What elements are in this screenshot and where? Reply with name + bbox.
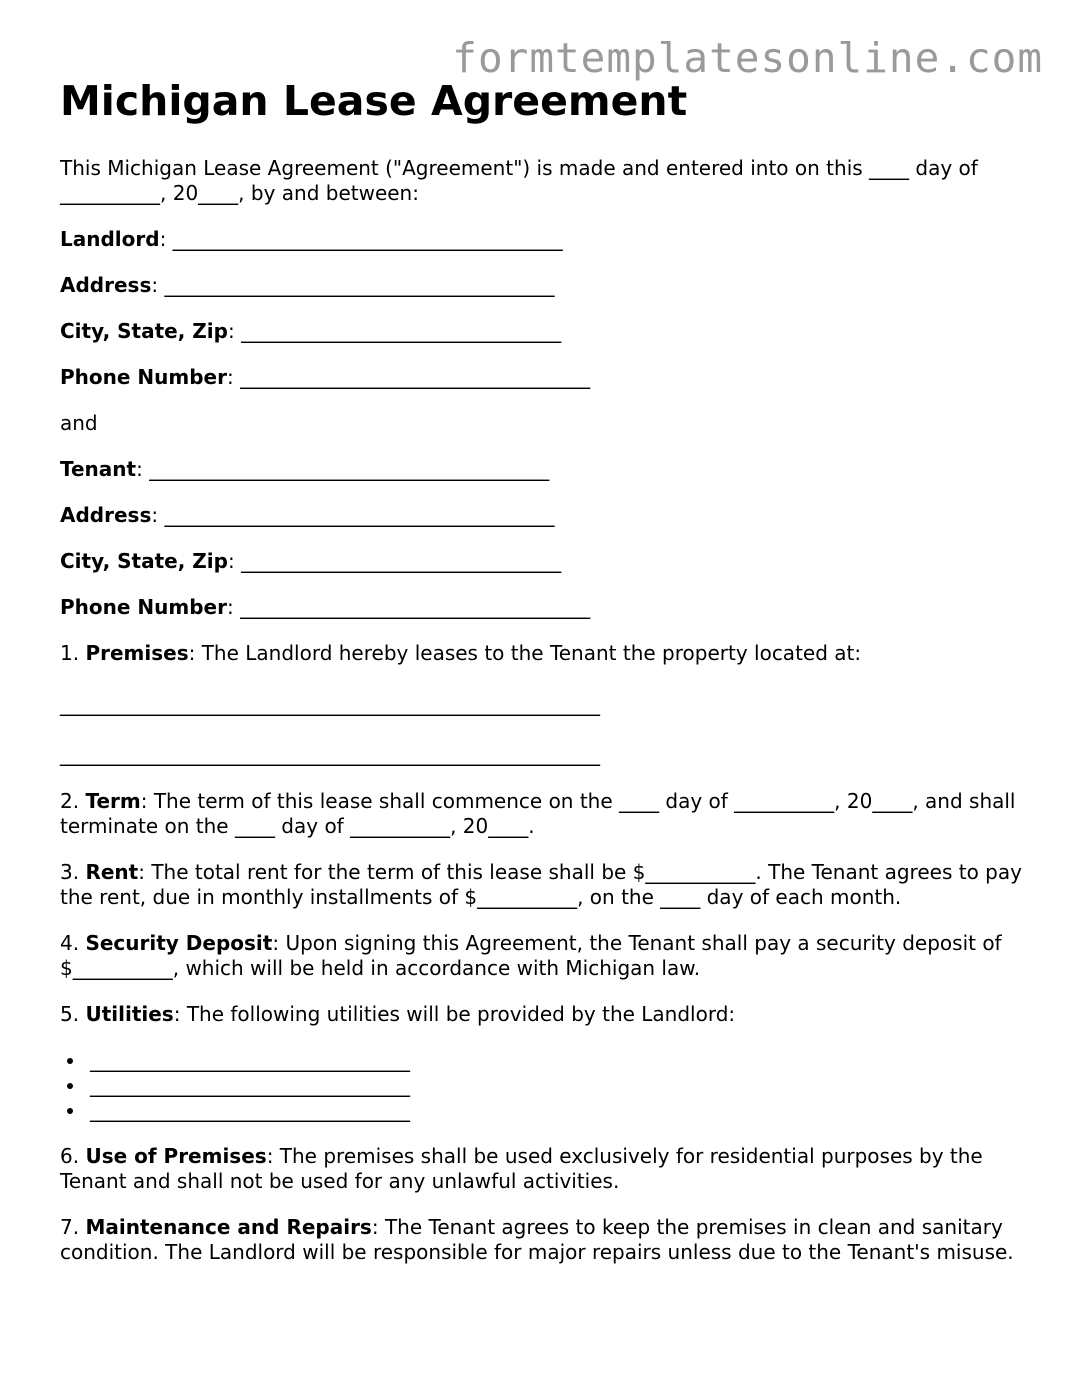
utility-item: • ________________________________	[86, 1098, 1030, 1123]
section-heading: Premises	[85, 641, 189, 665]
field-label: Phone Number	[60, 365, 227, 389]
section-security-deposit	[60, 931, 1030, 981]
field-blank: : ___________________________________	[226, 365, 591, 389]
section-number: 1.	[60, 641, 86, 665]
section-text: : The premises shall be used exclusively for residential purposes by the Tenant and shall not be used for any unlawful activities.	[60, 1144, 983, 1193]
tenant-phone-field	[60, 595, 1030, 620]
tenant-city-state-zip-field	[60, 549, 1030, 574]
section-heading: Utilities	[85, 1002, 174, 1026]
field-blank: : _______________________________________	[151, 503, 555, 527]
section-maintenance-repairs	[60, 1215, 1030, 1265]
section-text: : The following utilities will be provided by the Landlord:	[173, 1002, 736, 1026]
field-blank: : ________________________________________	[136, 457, 550, 481]
watermark: formtemplatesonline.com	[452, 34, 1043, 82]
section-term	[60, 789, 1030, 839]
section-heading: Term	[85, 789, 141, 813]
premises-address-line: ______________________________________________________	[60, 742, 600, 766]
field-blank: : ________________________________	[227, 549, 562, 573]
field-label: City, State, Zip	[60, 549, 228, 573]
section-use-of-premises	[60, 1144, 1030, 1194]
section-number: 3.	[60, 860, 86, 884]
section-number: 7.	[60, 1215, 86, 1239]
document-page	[60, 78, 1030, 1265]
section-utilities	[60, 1002, 1030, 1027]
section-number: 2.	[60, 789, 86, 813]
field-blank: : _______________________________________	[159, 227, 563, 251]
tenant-address-field	[60, 503, 1030, 528]
section-text: : The Tenant agrees to keep the premises in clean and sanitary condition. The Landlord will be responsible for major repairs unless due to the Tenant's misuse.	[60, 1215, 1014, 1264]
field-label: Address	[60, 503, 152, 527]
utility-item: • ________________________________	[86, 1073, 1030, 1098]
section-number: 6.	[60, 1144, 86, 1168]
section-number: 5.	[60, 1002, 86, 1026]
section-text: : The Landlord hereby leases to the Tenant the property located at:	[188, 641, 862, 665]
section-rent	[60, 860, 1030, 910]
section-heading: Security Deposit	[85, 931, 273, 955]
field-label: City, State, Zip	[60, 319, 228, 343]
intro-paragraph: This Michigan Lease Agreement ("Agreement") is made and entered into on this ____ day of __________, 20____, by and between:	[60, 156, 978, 205]
section-heading: Use of Premises	[85, 1144, 267, 1168]
field-blank: : _______________________________________	[151, 273, 555, 297]
landlord-phone-field	[60, 365, 1030, 390]
field-blank: : ________________________________	[227, 319, 562, 343]
field-label: Phone Number	[60, 595, 227, 619]
section-heading: Rent	[85, 860, 139, 884]
section-text: : Upon signing this Agreement, the Tenant shall pay a security deposit of $__________, which will be held in accordance with Michigan law.	[60, 931, 1002, 980]
utility-item: • ________________________________	[86, 1048, 1030, 1073]
document-title: Michigan Lease Agreement	[60, 77, 688, 125]
and-text: and	[60, 411, 98, 435]
section-premises	[60, 641, 1030, 666]
field-label: Address	[60, 273, 152, 297]
section-text: : The total rent for the term of this lease shall be $___________. The Tenant agrees to pay the rent, due in monthly installments of $__________, on the ____ day of each month.	[60, 860, 1022, 909]
landlord-city-state-zip-field	[60, 319, 1030, 344]
section-heading: Maintenance and Repairs	[85, 1215, 372, 1239]
field-label: Tenant	[60, 457, 137, 481]
tenant-name-field	[60, 457, 1030, 482]
section-number: 4.	[60, 931, 86, 955]
landlord-name-field	[60, 227, 1030, 252]
utilities-list	[60, 1048, 1030, 1123]
field-label: Landlord	[60, 227, 160, 251]
landlord-address-field	[60, 273, 1030, 298]
section-text: : The term of this lease shall commence on the ____ day of __________, 20____, and shall terminate on the ____ day of __________, 20____.	[60, 789, 1016, 838]
premises-address-line: ______________________________________________________	[60, 692, 600, 716]
field-blank: : ___________________________________	[226, 595, 591, 619]
